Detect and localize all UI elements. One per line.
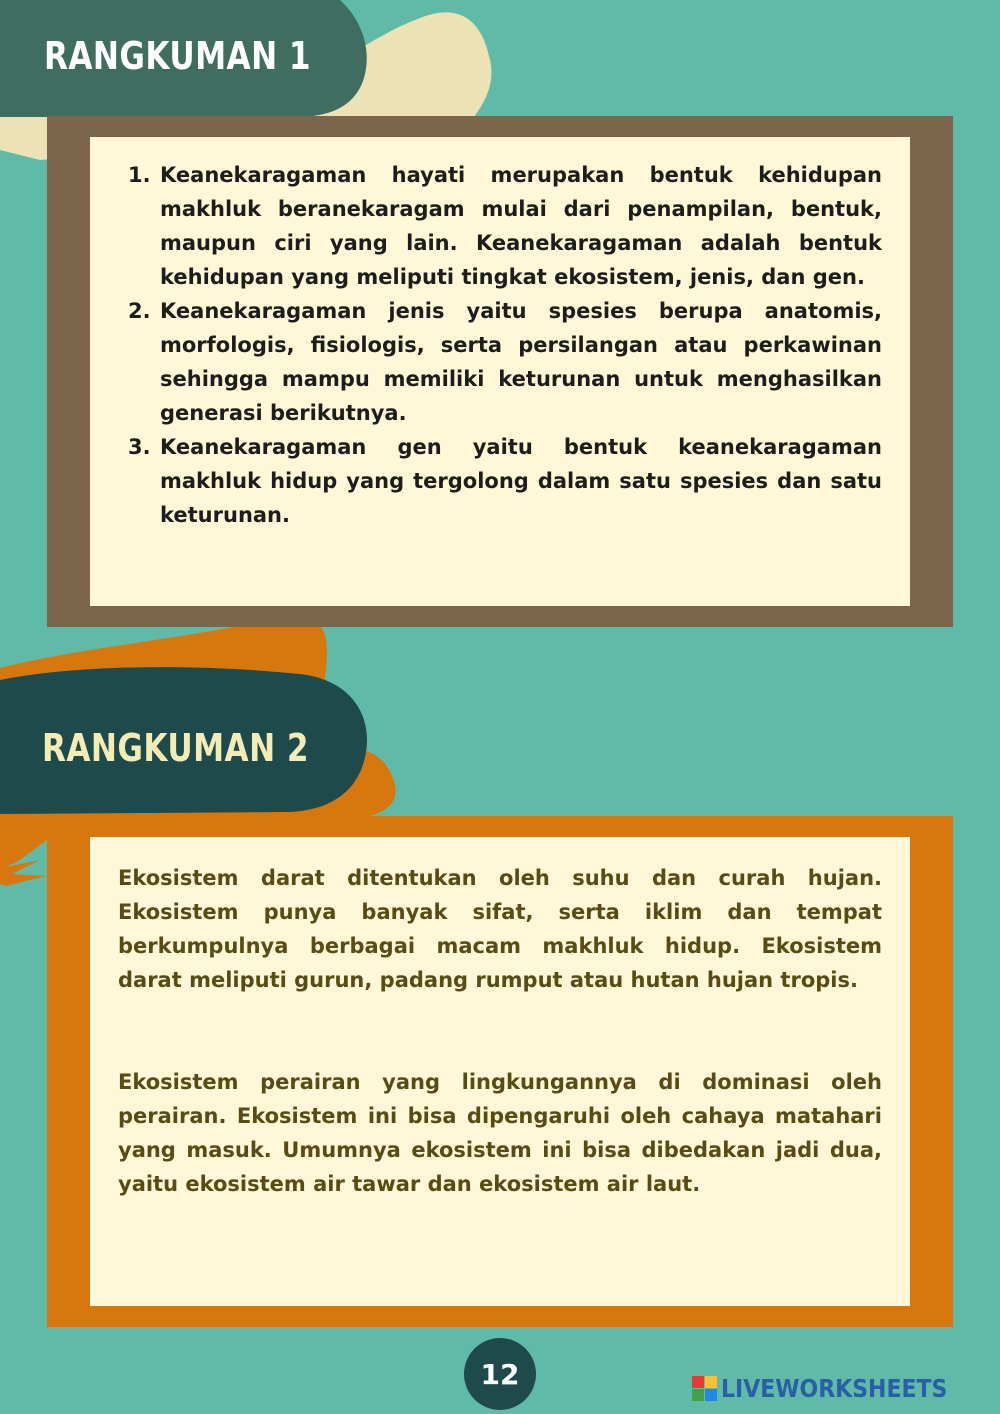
list-item-text: Keanekaragaman jenis yaitu spesies berupa anatomis, morfologis, fisiologis, serta persilangan atau perkawinan sehingga mampu memiliki keturunan untuk menghasilkan generasi berikutnya.: [160, 299, 882, 425]
list-item-number: 3.: [128, 435, 151, 459]
liveworksheets-brand-text: LIVEWORKSHEETS: [721, 1374, 948, 1403]
liveworksheets-logo[interactable]: [692, 1374, 978, 1403]
section2-heading: RANGKUMAN 2: [42, 726, 309, 770]
list-item-text: Keanekaragaman hayati merupakan bentuk kehidupan makhluk beranekaragam mulai dari penampilan, bentuk, maupun ciri yang lain. Keanekaragaman adalah bentuk kehidupan yang meliputi tingkat ekosistem, jenis, dan gen.: [160, 163, 882, 289]
paragraph-land-ecosystem: Ekosistem darat ditentukan oleh suhu dan curah hujan. Ekosistem punya banyak sifat, serta iklim dan tempat berkumpulnya berbagai macam makhluk hidup. Ekosistem darat meliputi gurun, padang rumput atau hutan hujan tropis.: [118, 866, 882, 992]
liveworksheets-logo-icon: [692, 1376, 717, 1401]
page-number: 12: [464, 1338, 536, 1410]
section1-heading: RANGKUMAN 1: [44, 34, 311, 78]
list-item-text: Keanekaragaman gen yaitu bentuk keanekaragaman makhluk hidup yang tergolong dalam satu spesies dan satu keturunan.: [160, 435, 882, 527]
list-item-number: 1.: [128, 163, 151, 187]
list-item-number: 2.: [128, 299, 151, 323]
list-item: [128, 430, 882, 532]
list-item: [128, 158, 882, 294]
summary-list: [128, 158, 882, 532]
paragraph-water-ecosystem: Ekosistem perairan yang lingkungannya di dominasi oleh perairan. Ekosistem ini bisa dipengaruhi oleh cahaya matahari yang masuk. Umumnya ekosistem ini bisa dibedakan jadi dua, yaitu ekosistem air tawar dan ekosistem air laut.: [118, 1070, 882, 1196]
list-item: [128, 294, 882, 430]
